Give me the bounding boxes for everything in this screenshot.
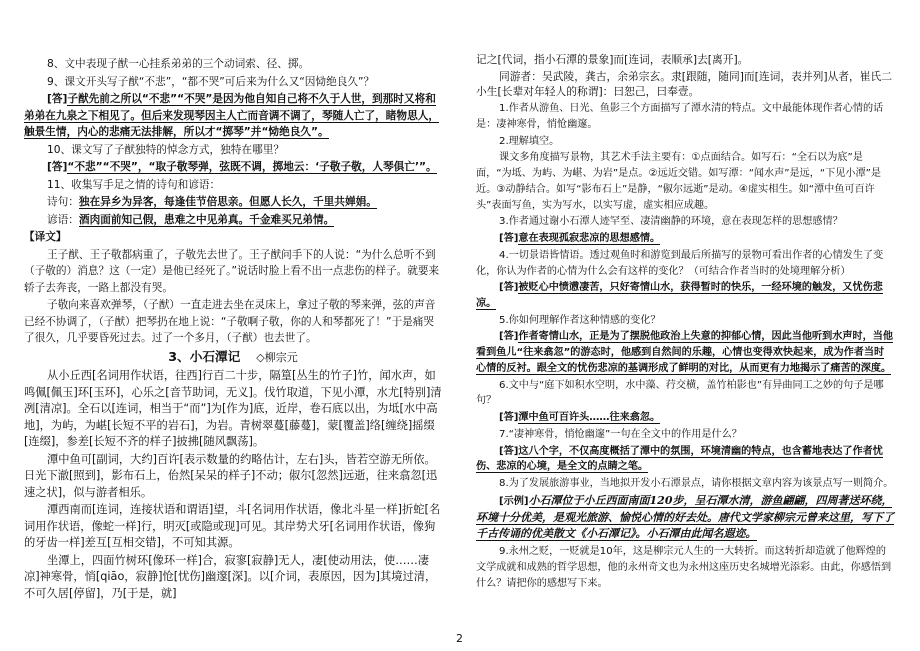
answer-text: 被贬心中愤懑凄苦，只好寄情山水，获得暂时的快乐，一经环境的触发，又忧伤悲凉。	[476, 282, 883, 310]
answer-9	[24, 91, 442, 141]
question-8: 8、文中表现子猷一心挂系弟弟的三个动词索、径、掷。	[47, 57, 310, 70]
proverb-label: 谚语：	[47, 212, 79, 226]
poem-line	[24, 194, 442, 211]
question-9: 9.永州之贬，一贬就是10年，这是柳宗元人生的一大转折。而这转折却造就了他辉煌的文学成就和成熟的哲学思想，他的永州奇文也为永州这座历史名城增光添彩。由此，你感悟到什么？请把你的感想写下来。	[476, 546, 892, 589]
text-paragraph-6: 同游者：吴武陵，龚古，余弟宗玄。隶[跟随，随同]而[连词，表并列]从者，崔氏二小生[长辈对年轻人的称谓]：曰恕己，曰奉壹。	[476, 69, 893, 99]
answer-tag: [答]	[47, 160, 68, 173]
page-number: 2	[456, 632, 463, 645]
answer-tag: [答]	[499, 445, 519, 457]
text-paragraph-2: 潭中鱼可[副词，大约]百许[表示数量的约略估计，左右]头，皆若空游无所依。日光下澈[照到]，影布石上，佁然[呆呆的样子]不动；俶尔[忽然]远逝，往来翕忽[迅速之状]，似与游者相乐。	[24, 452, 438, 499]
answer-10	[24, 159, 442, 176]
proverb-line	[24, 212, 442, 229]
answer-4	[476, 280, 894, 311]
answer-5	[476, 329, 894, 376]
answer-tag: [答]	[499, 282, 519, 294]
text-paragraph-1: 从小丘西[名词用作状语，往西]行百二十步，隔篁[丛生的竹子]竹，闻水声，如鸣佩[佩玉]环[玉环]，心乐之[音节助词，无义]。伐竹取道，下见小潭，水尤[特别]清冽[清凉]。全石以[连词，相当于“而”]为[作为]底，近岸，卷石底以出，为坻[水中高地]，为屿，为嵁[长短不平的岩石]，为岩。青树翠蔓[藤蔓]，蒙[覆盖]络[缠绕]摇缀[连缀]，参差[长短不齐的样子]披拂[随风飘荡]。	[24, 369, 442, 448]
answer-text: 小石潭位于小丘西面南面120步，呈石潭水清，游鱼翩翩，四周著送环绕，环境十分优美，是观光旅游、愉悦心情的好去处。唐代文学家柳宗元曾来这里，写下了千古传诵的优美散文《小石潭记》。小石潭由此闻名遐迩。	[476, 493, 894, 541]
question-7: 7.“凄神寒骨，悄怆幽邃”一句在全文中的作用是什么？	[499, 428, 742, 440]
text-paragraph-3: 潭西南而[连词，连接状语和谓语]望，斗[名词用作状语，像北斗星一样]折蛇[名词用作状语，像蛇一样]行，明灭[或隐或现]可见。其岸势犬牙[名词用作状语，像狗的牙齿一样]差互[互相交错]，不可知其源。	[24, 503, 441, 549]
question-9: 9、课文开头写子猷“不悲”，“都不哭”可后来为什么又“因恸绝良久”？	[47, 74, 375, 88]
translation-label: 【译文】	[24, 230, 67, 243]
translation-paragraph-1: 王子猷、王子敬都病重了，子敬先去世了。王子猷问手下的人说：“为什么总听不到（子敬的）消息？这（一定）是他已经死了。”说话时脸上看不出一点悲伤的样子。就要来轿子去奔丧，一路上都没有哭。	[24, 247, 440, 294]
question-11: 11、收集写手足之情的诗句和谚语：	[47, 177, 221, 191]
answer-text: 潭中鱼可百许头……往来翕忽。	[518, 412, 661, 424]
question-1: 1.作者从游鱼、日光、鱼影三个方面描写了潭水清的特点。文中最能体现作者心情的话是：凄神寒骨，悄怆幽邃。	[476, 103, 884, 130]
poem-text: 独在异乡为异客，每逢佳节倍思亲。但愿人长久，千里共婵娟。	[78, 195, 377, 208]
question-5: 5.你如何理解作者这种情感的变化？	[499, 314, 661, 326]
answer-tag: [示例]	[499, 495, 529, 507]
answer-text: 这八个字，不仅高度概括了潭中的氛围，环境清幽的特点，也含蓄地表达了作者忧伤、悲凉的心境，是全文的点睛之笔。	[476, 445, 883, 473]
section-title-text: 3、小石潭记	[168, 348, 241, 364]
question-2-text: 课文多角度描写景物，其艺术手法主要有：①点面结合。如写石：“全石以为底”是面，“为坻、为屿、为嵁、为岩”是点。②远近交错。如写潭：“闻水声”是远，“下见小潭”是近。③动静结合。如写“影布石上”是静，“俶尔远逝”是动。④虚实相生。如“潭中鱼可百许头”表面写鱼，实为写水，以实写虚，虚实相应成趣。	[476, 152, 882, 211]
answer-text: 作者寄情山水，正是为了摆脱他政治上失意的抑郁心情，因此当他听到水声时，当他看到鱼儿“往来翕忽”的游态时，他感到自然间的乐趣，心情也变得欢快起来，成为作者当时心情的反衬。跟全文的忧伤悲凉的基调形成了鲜明的对比，从而更有力地揭示了痛苦的深度。	[476, 331, 894, 374]
answer-7	[476, 444, 894, 475]
answer-tag: [答]	[499, 233, 519, 245]
question-2: 2.理解填空。	[499, 135, 560, 147]
answer-6	[476, 410, 894, 426]
right-column	[476, 52, 894, 592]
question-8: 8.为了发展旅游事业，当地拟开发小石潭景点，请你根据文章内容为该景点写一则简介。	[499, 478, 894, 490]
answer-tag: [答]	[499, 412, 519, 424]
answer-8	[476, 493, 894, 543]
question-4: 4.一切景语皆情语。透过观鱼时和游览到最后所描写的景物可看出作者的心情发生了变化，你认为作者的心情为什么会有这样的变化？（可结合作者当时的处境理解分析）	[476, 249, 884, 277]
left-column	[24, 56, 442, 603]
translation-paragraph-2: 子敬向来喜欢弹琴，（子猷）一直走进去坐在灵床上，拿过子敬的琴来弹，弦的声音已经不协调了，（子猷）把琴扔在地上说：“子敬啊子敬，你的人和琴都死了！”于是痛哭了很久，几乎要昏死过去。过了一个多月，（子猷）也去世了。	[24, 298, 436, 344]
answer-tag: [答]	[47, 92, 68, 105]
proverb-text: 酒肉面前知己假，患难之中见弟真。千金难买兄弟情。	[78, 212, 335, 226]
question-10: 10、课文写了子猷独特的悼念方式，独特在哪里？	[47, 142, 284, 156]
question-3: 3.作者通过谢小石潭人迹罕至、凄清幽静的环境，意在表现怎样的思想感情？	[499, 216, 843, 228]
text-paragraph-4: 坐潭上，四面竹树环[像环一样]合，寂寥[寂静]无人，凄[使动用法，使……凄凉]神寒骨，悄[qiāo，寂静]怆[忧伤]幽邃[深]。以[介词，表原因，因为]其境过清，不可久居[停留]，乃[于是，就]	[24, 553, 437, 600]
poem-label: 诗句：	[47, 195, 79, 208]
answer-3	[476, 231, 894, 247]
answer-text: “不悲”“不哭”，“取子敬琴弹，弦既不调，掷地云：‘子敬子敬，人琴俱亡’”。	[67, 160, 437, 173]
text-paragraph-5: 记之[代词，指小石潭的景象]而[连词，表顺承]去[离开]。	[476, 53, 749, 66]
section-title	[24, 349, 442, 367]
author: ◇柳宗元	[256, 350, 298, 364]
answer-text: 子猷先前之所以“不悲”“不哭”是因为他自知自己将不久于人世，到那时又将和弟弟在九泉之下相见了。但后来发现琴因主人亡而音调不调了，琴随人亡了，睹物思人，触景生情，内心的悲痛无法排解，所以才“掷琴”并“恸绝良久”。	[24, 92, 439, 138]
answer-tag: [答]	[499, 331, 519, 343]
answer-text: 意在表现孤寂悲凉的思想感情。	[518, 233, 661, 245]
question-6: 6.文中与“庭下如积水空明，水中藻、荇交横，盖竹柏影也”有异曲同工之妙的句子是哪句？	[476, 379, 884, 407]
